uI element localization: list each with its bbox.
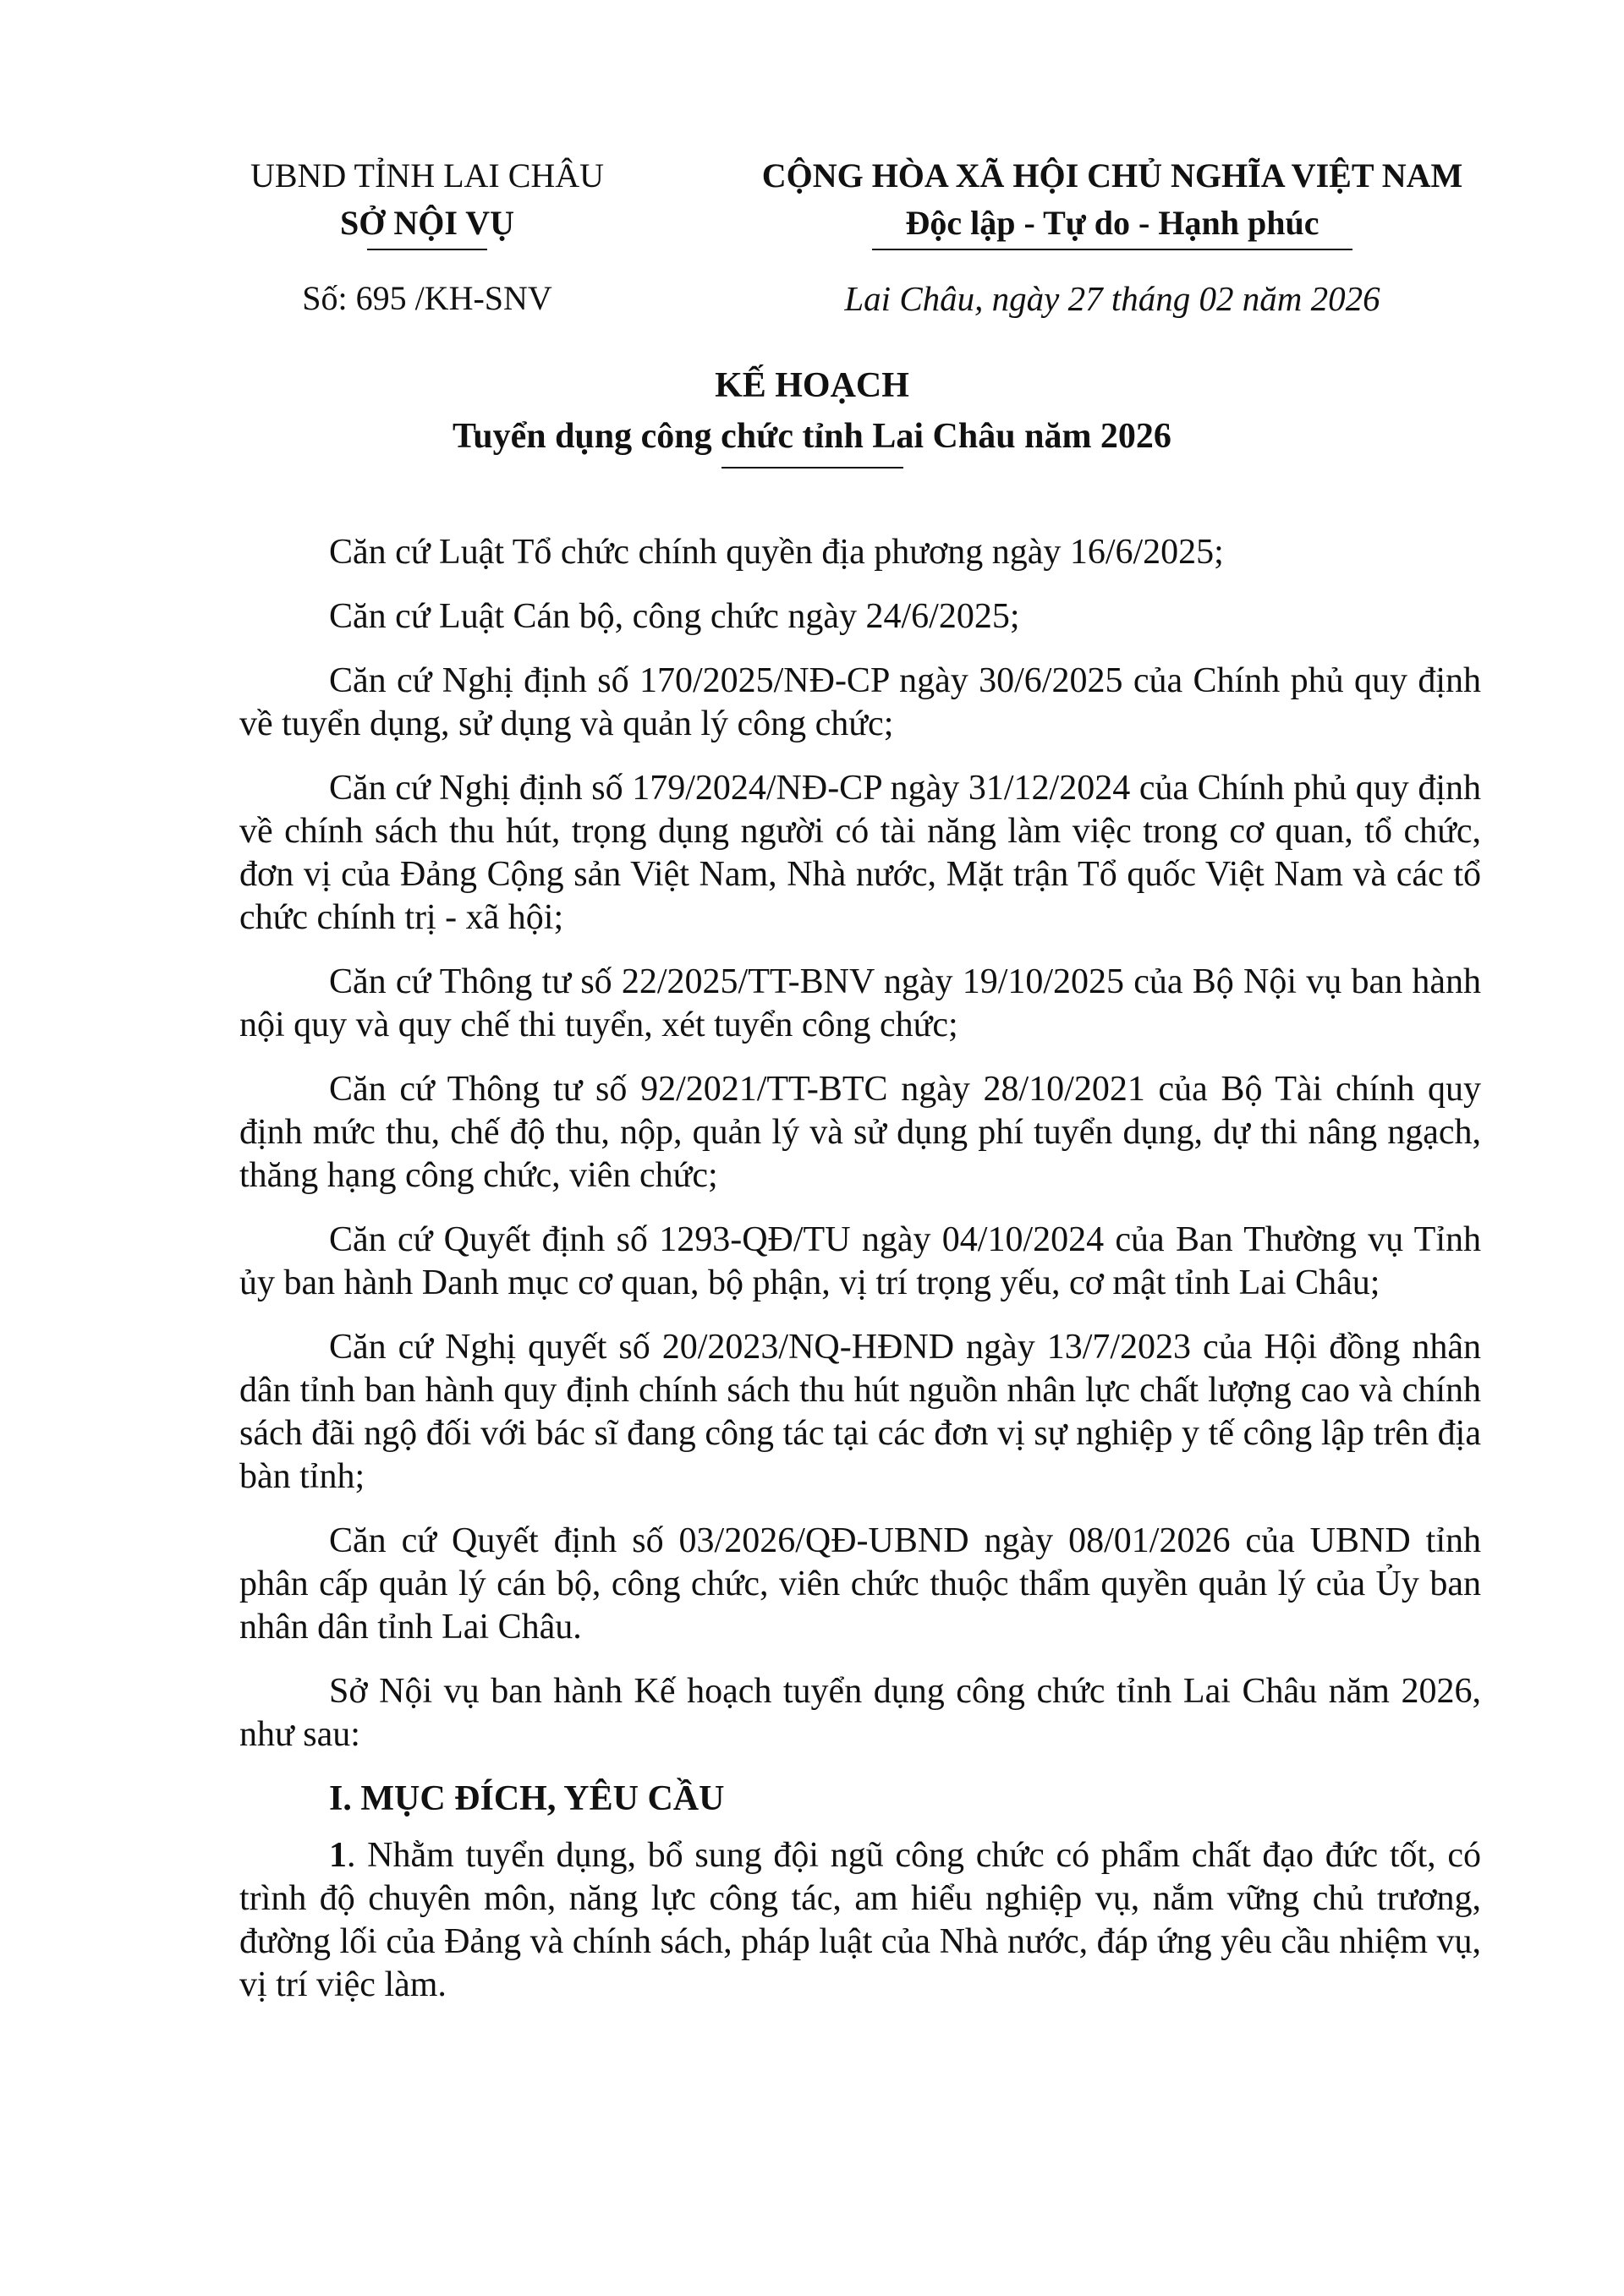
department-underline: [367, 249, 487, 250]
legal-basis-paragraph: Căn cứ Quyết định số 1293-QĐ/TU ngày 04/10/2024 của Ban Thường vụ Tỉnh ủy ban hành Danh mục cơ quan, bộ phận, vị trí trọng yếu, cơ mật tỉnh Lai Châu;: [239, 1220, 1481, 1302]
place-and-date: Lai Châu, ngày 27 tháng 02 năm 2026: [844, 279, 1380, 318]
title-underline: [721, 467, 903, 469]
issuing-authority-block: [207, 152, 647, 250]
document-body: [239, 531, 1481, 2028]
item-number: 1: [329, 1836, 347, 1875]
motto-underline: [872, 249, 1352, 250]
legal-basis-paragraph: Căn cứ Nghị quyết số 20/2023/NQ-HĐND ngày 13/7/2023 của Hội đồng nhân dân tỉnh ban hành quy định chính sách thu hút nguồn nhân lực chất lượng cao và chính sách đãi ngộ đối với bác sĩ đang công tác tại các đơn vị sự nghiệp y tế công lập trên địa bàn tỉnh;: [239, 1328, 1481, 1496]
legal-basis-paragraph: Căn cứ Luật Cán bộ, công chức ngày 24/6/2025;: [329, 597, 1020, 636]
document-number: Số: 695 /KH-SNV: [302, 279, 552, 317]
section-heading: I. MỤC ĐÍCH, YÊU CẦU: [329, 1779, 725, 1818]
legal-basis-paragraph: Căn cứ Quyết định số 03/2026/QĐ-UBND ngày 08/01/2026 của UBND tỉnh phân cấp quản lý cán bộ, công chức, viên chức thuộc thẩm quyền quản lý của Ủy ban nhân dân tỉnh Lai Châu.: [239, 1521, 1481, 1647]
national-motto: Độc lập - Tự do - Hạnh phúc: [905, 204, 1320, 242]
document-subtitle: Tuyển dụng công chức tỉnh Lai Châu năm 2026: [453, 417, 1171, 456]
country-name: CỘNG HÒA XÃ HỘI CHỦ NGHĨA VIỆT NAM: [761, 156, 1463, 195]
item-text: . Nhằm tuyển dụng, bổ sung đội ngũ công chức có phẩm chất đạo đức tốt, có trình độ chuyên môn, năng lực công tác, am hiểu nghiệp vụ, nắm vững chủ trương, đường lối của Đảng và chính sách, pháp luật của Nhà nước, đáp ứng yêu cầu nhiệm vụ, vị trí việc làm.: [239, 1836, 1481, 2004]
intro-paragraph: Sở Nội vụ ban hành Kế hoạch tuyển dụng công chức tỉnh Lai Châu năm 2026, như sau:: [239, 1672, 1481, 1754]
legal-basis-paragraph: Căn cứ Thông tư số 92/2021/TT-BTC ngày 28/10/2021 của Bộ Tài chính quy định mức thu, chế độ thu, nộp, quản lý và sử dụng phí tuyển dụng, dự thi nâng ngạch, thăng hạng công chức, viên chức;: [239, 1070, 1481, 1195]
authority-name: UBND TỈNH LAI CHÂU: [250, 156, 605, 195]
legal-basis-paragraph: Căn cứ Nghị định số 179/2024/NĐ-CP ngày 31/12/2024 của Chính phủ quy định về chính sách thu hút, trọng dụng người có tài năng làm việc trong cơ quan, tổ chức, đơn vị của Đảng Cộng sản Việt Nam, Nhà nước, Mặt trận Tổ quốc Việt Nam và các tổ chức chính trị - xã hội;: [239, 769, 1481, 937]
department-name: SỞ NỘI VỤ: [340, 204, 514, 242]
legal-basis-paragraph: Căn cứ Nghị định số 170/2025/NĐ-CP ngày 30/6/2025 của Chính phủ quy định về tuyển dụng, sử dụng và quản lý công chức;: [239, 661, 1481, 743]
national-title-block: [719, 152, 1506, 250]
document-title: KẾ HOẠCH: [715, 366, 909, 405]
legal-basis-paragraph: Căn cứ Luật Tổ chức chính quyền địa phương ngày 16/6/2025;: [329, 533, 1224, 572]
purpose-item-1: [239, 1834, 1481, 2007]
legal-basis-paragraph: Căn cứ Thông tư số 22/2025/TT-BNV ngày 19/10/2025 của Bộ Nội vụ ban hành nội quy và quy chế thi tuyển, xét tuyển công chức;: [239, 962, 1481, 1044]
document-title-block: [135, 362, 1489, 469]
